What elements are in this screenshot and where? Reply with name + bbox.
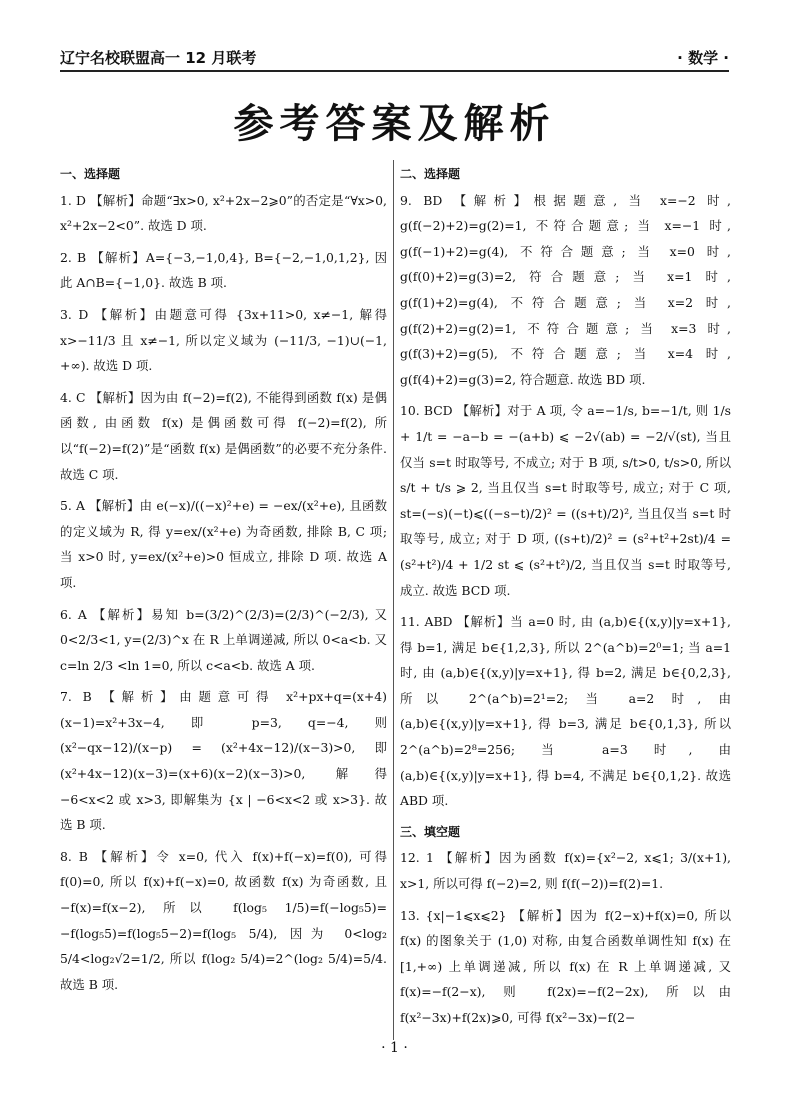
section-heading: 一、选择题 xyxy=(60,167,121,181)
answer-item: 4. C 【解析】因为由 f(−2)=f(2), 不能得到函数 f(x) 是偶函数, 由函数 f(x) 是偶函数可得 f(−2)=f(2), 所以“f(−2)=f(2)”是“函数 f(x) 是偶函数”的必要不充分条件. 故选 C 项. xyxy=(60,389,387,482)
exam-name: 辽宁名校联盟高一 12 月联考 xyxy=(60,49,257,67)
answer-item: 2. B 【解析】A={−3,−1,0,4}, B={−2,−1,0,1,2}, 因此 A∩B={−1,0}. 故选 B 项. xyxy=(60,249,387,291)
page-number: · 1 · xyxy=(381,1040,408,1056)
answer-item: 9. BD 【解析】根据题意, 当 x=−2 时, g(f(−2)+2)=g(2)=1, 不符合题意; 当 x=−1 时, g(f(−1)+2)=g(4), 不符合题意; 当 x=0 时, g(f(0)+2)=g(3)=2, 符合题意; 当 x=1 时, g(f(1)+2)=g(4), 不符合题意; 当 x=2 时, g(f(2)+2)=g(2)=1, 不符合题意; 当 x=3 时, g(f(3)+2)=g(5), 不符合题意; 当 x=4 时, g(f(4)+2)=g(3)=2, 符合题意. 故选 BD 项. xyxy=(400,192,731,387)
section-heading: 二、选择题 xyxy=(400,167,461,181)
answer-item: 1. D 【解析】命题“∃x>0, x²+2x−2⩾0”的否定是“∀x>0, x²+2x−2<0”. 故选 D 项. xyxy=(60,192,387,234)
subject-label: · 数学 · xyxy=(677,49,729,67)
answer-item: 10. BCD 【解析】对于 A 项, 令 a=−1/s, b=−1/t, 则 1/s + 1/t = −a−b = −(a+b) ⩽ −2√(ab) = −2/√(st), 当且仅当 s=t 时取等号, 不成立; 对于 B 项, s/t>0, t/s>0, 所以 s/t + t/s ⩾ 2, 当且仅当 s=t 时取等号, 成立; 对于 C 项, st=(−s)(−t)⩽((−s−t)/2)² = ((s+t)/2)², 当且仅当 s=t 时取等号, 成立; 对于 D 项, ((s+t)/2)² = (s²+t²+2st)/4 = (s²+t²)/4 + 1/2 st ⩽ (s²+t²)/2, 当且仅当 s=t 时取等号, 成立. 故选 BCD 项. xyxy=(400,403,731,598)
answer-item: 3. D 【解析】由题意可得 {3x+11>0, x≠−1, 解得 x>−11/3 且 x≠−1, 所以定义域为 (−11/3, −1)∪(−1, +∞). 故选 D 项. xyxy=(60,306,387,374)
answer-item: 13. {x|−1⩽x⩽2} 【解析】因为 f(2−x)+f(x)=0, 所以 f(x) 的图象关于 (1,0) 对称, 由复合函数单调性知 f(x) 在 [1,+∞) 上单调递减, 所以 f(x) 在 R 上单调递减, 又 f(x)=−f(2−x), 则 f(2x)=−f(2−2x), 所以由 f(x²−3x)+f(2x)⩾0, 可得 f(x²−3x)−f(2− xyxy=(400,907,731,1025)
page-title: 参考答案及解析 xyxy=(233,101,556,147)
answer-item: 8. B 【解析】令 x=0, 代入 f(x)+f(−x)=f(0), 可得 f(0)=0, 所以 f(x)+f(−x)=0, 故函数 f(x) 为奇函数, 且 −f(x)=f(x−2), 所以 f(log₅ 1/5)=f(−log₅5)= −f(log₅5)=f(log₅5−2)=f(log₅ 5/4), 因为 0<log₂ 5/4<log₂√2=1/2, 所以 f(log₂ 5/4)=2^(log₂ 5/4)=5/4. 故选 B 项. xyxy=(60,848,387,992)
answer-item: 11. ABD 【解析】当 a=0 时, 由 (a,b)∈{(x,y)|y=x+1}, 得 b=1, 满足 b∈{1,2,3}, 所以 2^(a^b)=2⁰=1; 当 a=1 时, 由 (a,b)∈{(x,y)|y=x+1}, 得 b=2, 满足 b∈{0,2,3}, 所以 2^(a^b)=2¹=2; 当 a=2 时, 由 (a,b)∈{(x,y)|y=x+1}, 得 b=3, 满足 b∈{0,1,3}, 所以 2^(a^b)=2⁸=256; 当 a=3 时, 由 (a,b)∈{(x,y)|y=x+1}, 得 b=4, 不满足 b∈{0,1,2}. 故选 ABD 项. xyxy=(400,614,731,809)
left-column xyxy=(60,162,387,1042)
answer-item: 7. B 【解析】由题意可得 x²+px+q=(x+4)(x−1)=x²+3x−4, 即 p=3, q=−4, 则 (x²−qx−12)/(x−p) = (x²+4x−12)/(x−3)>0, 即(x²+4x−12)(x−3)=(x+6)(x−2)(x−3)>0, 解得 −6<x<2 或 x>3, 即解集为 {x | −6<x<2 或 x>3}. 故选 B 项. xyxy=(60,689,387,833)
page-header xyxy=(60,40,729,72)
section-heading: 三、填空题 xyxy=(400,824,461,839)
answer-item: 5. A 【解析】由 e(−x)/((−x)²+e) = −ex/(x²+e), 且函数的定义域为 R, 得 y=ex/(x²+e) 为奇函数, 排除 B, C 项; 当 x>0 时, y=ex/(x²+e)>0 恒成立, 排除 D 项. 故选 A 项. xyxy=(60,498,387,590)
column-divider xyxy=(393,160,394,1040)
answer-item: 12. 1 【解析】因为函数 f(x)={x²−2, x⩽1; 3/(x+1), x>1, 所以可得 f(−2)=2, 则 f(f(−2))=f(2)=1. xyxy=(400,850,731,892)
right-column xyxy=(400,162,731,1025)
answer-item: 6. A 【解析】易知 b=(3/2)^(2/3)=(2/3)^(−2/3), 又 0<2/3<1, y=(2/3)^x 在 R 上单调递减, 所以 0<a<b. 又 c=ln 2/3 <ln 1=0, 所以 c<a<b. 故选 A 项. xyxy=(60,606,387,673)
